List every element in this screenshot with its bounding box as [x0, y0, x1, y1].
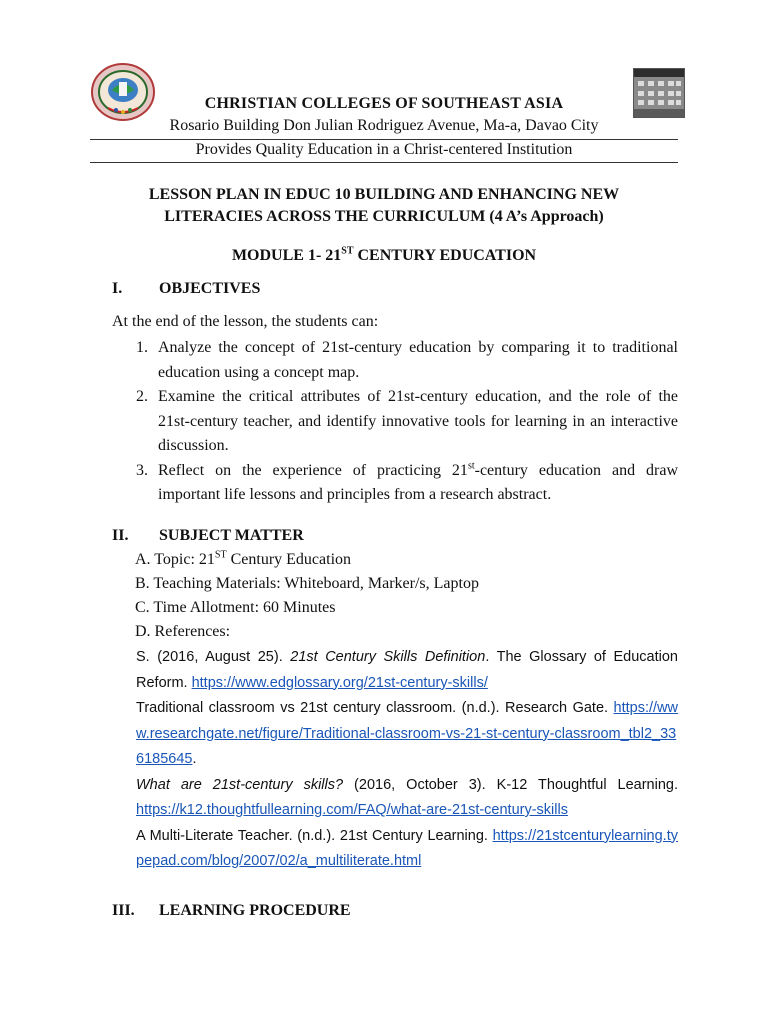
objective-item: 1. Analyze the concept of 21st-century education by comparing it to traditional education using a concept map. — [136, 339, 678, 381]
header-divider-top — [90, 139, 678, 140]
header-divider-bottom — [90, 162, 678, 163]
teaching-materials-line: B. Teaching Materials: Whiteboard, Marker/s, Laptop — [135, 575, 479, 592]
reference-link[interactable]: https://k12.thoughtfullearning.com/FAQ/what-are-21st-century-skills — [136, 802, 568, 818]
reference-link[interactable]: https://www.edglossary.org/21st-century-skills/ — [191, 674, 488, 691]
section-objectives-heading: I. OBJECTIVES — [112, 280, 261, 297]
lesson-plan-title-line2: LITERACIES ACROSS THE CURRICULUM (4 A’s Approach) — [164, 208, 604, 225]
reference-entry: A Multi-Literate Teacher. (n.d.). 21st Century Learning. https://21stcenturylearning.typepad.com/blog/2007/02/a_multiliterate.html — [136, 827, 678, 869]
section-subject-matter-heading: II. SUBJECT MATTER — [112, 527, 304, 544]
reference-link[interactable]: https://21stcenturylearning.typepad.com/blog/2007/02/a_multiliterate.html — [136, 827, 678, 869]
section-learning-procedure-heading: III. LEARNING PROCEDURE — [112, 902, 351, 919]
reference-entry: What are 21st-century skills? (2016, October 3). K-12 Thoughtful Learning. https://k12.thoughtfullearning.com/FAQ/what-are-21st-century-skills — [136, 776, 679, 818]
topic-line: A. Topic: 21ST Century Education — [135, 549, 352, 568]
objectives-list — [112, 336, 678, 508]
school-name: CHRISTIAN COLLEGES OF SOUTHEAST ASIA — [204, 95, 564, 112]
school-address: Rosario Building Don Julian Rodriguez Avenue, Ma-a, Davao City — [169, 117, 599, 134]
references-list — [136, 645, 678, 875]
reference-entry: S. (2016, August 25). 21st Century Skills Definition. The Glossary of Education Reform. https://www.edglossary.org/21st-century-skills/ — [136, 649, 678, 691]
reference-link[interactable]: https://www.researchgate.net/figure/Traditional-classroom-vs-21-st-century-classroom_tbl2_336185645 — [136, 700, 678, 767]
reference-entry: Traditional classroom vs 21st century classroom. (n.d.). Research Gate. https://www.researchgate.net/figure/Traditional-classroom-vs-21-st-century-classroom_tbl2_336185645. — [136, 700, 678, 767]
school-motto: Provides Quality Education in a Christ-centered Institution — [195, 141, 573, 158]
objective-item: 2. Examine the critical attributes of 21st-century education, and the role of the 21st-century teacher, and identify innovative tools for learning in an interactive discussion. — [136, 388, 678, 454]
school-seal-logo — [90, 62, 156, 122]
objectives-intro: At the end of the lesson, the students can: — [112, 313, 379, 330]
references-label: D. References: — [135, 623, 231, 640]
objective-item: 3. Reflect on the experience of practicing 21st-century education and draw important life lessons and principles from a research abstract. — [136, 460, 678, 503]
module-title: MODULE 1- 21ST CENTURY EDUCATION — [231, 245, 537, 264]
lesson-plan-title-line1: LESSON PLAN IN EDUC 10 BUILDING AND ENHANCING NEW — [148, 186, 620, 203]
time-allotment-line: C. Time Allotment: 60 Minutes — [135, 599, 336, 616]
